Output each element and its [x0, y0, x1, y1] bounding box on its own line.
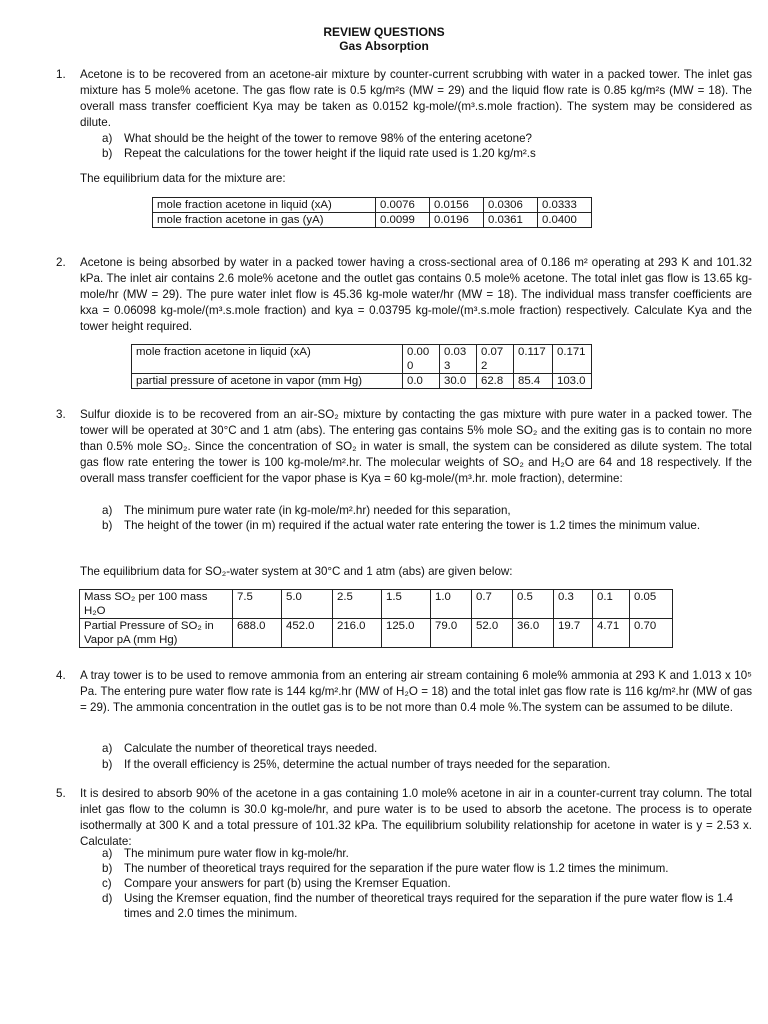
- question-1-part-b: [102, 146, 752, 161]
- table-cell: 0.0099: [376, 213, 430, 228]
- table-cell: 0.171: [553, 345, 592, 374]
- part-label: a): [102, 504, 113, 517]
- question-text: Acetone is to be recovered from an acetone-air mixture by counter-current scrubbing with water in a packed tower. The inlet gas mixture has 5 mole% acetone. The gas flow rate is 0.5 kg/m²s (MW = 29) and the liquid flow rate is 0.85 kg/m²s (MW = 18). The overall mass transfer coefficient Kya may be taken as 0.0152 kg-mole/(m³.s.mole fraction). The system may be considered as dilute.: [80, 68, 752, 129]
- question-4-part-b: [102, 757, 752, 772]
- question-5: [56, 786, 752, 850]
- table-cell: 0.0076: [376, 198, 430, 213]
- part-text: The number of theoretical trays required for the separation if the pure water flow is 1.2 times the minimum.: [124, 862, 669, 875]
- table-cell: 0.00 0: [403, 345, 440, 374]
- table-cell: 1.0: [431, 590, 472, 619]
- table-row: [153, 198, 592, 213]
- table-row: [132, 345, 592, 374]
- question-number: 2.: [56, 256, 66, 269]
- table-cell: mole fraction acetone in gas (yA): [153, 213, 376, 228]
- part-text: Compare your answers for part (b) using the Kremser Equation.: [124, 877, 451, 890]
- table-cell: 1.5: [382, 590, 431, 619]
- table-cell: 85.4: [514, 374, 553, 389]
- table-cell: mole fraction acetone in liquid (xA): [153, 198, 376, 213]
- question-1-equilibrium-table: [152, 197, 592, 228]
- question-text: Sulfur dioxide is to be recovered from an air-SO₂ mixture by contacting the gas mixture with pure water in a packed tower. The tower will be operated at 30°C and 1 atm (abs). The entering gas contains 5% mole SO₂ and the exiting gas is to contain no more than 0.5% mole SO₂. Since the concentration of SO₂ in water is small, the system can be considered as dilute system. The total gas flow rate entering the tower is 100 kg-mole/m².hr. The molecular weights of SO₂ and H₂O are 64 and 18 respectively. If the overall mass transfer coefficient for the vapor phase is Kya = 60 kg-mole/(m³.hr. mole fraction), determine:: [80, 408, 752, 485]
- table-row: [153, 213, 592, 228]
- part-label: d): [102, 892, 113, 905]
- part-text: The minimum pure water rate (in kg-mole/m².hr) needed for this separation,: [124, 504, 511, 517]
- table-cell: 0.05: [630, 590, 673, 619]
- question-number: 1.: [56, 68, 66, 81]
- table-row: [80, 590, 673, 619]
- table-cell: 4.71: [593, 619, 630, 648]
- question-3-table-note: The equilibrium data for SO₂-water system at 30°C and 1 atm (abs) are given below:: [80, 565, 513, 578]
- table-cell: Partial Pressure of SO₂ in Vapor pA (mm Hg): [80, 619, 233, 648]
- question-1-part-a: [102, 131, 752, 146]
- part-label: b): [102, 519, 113, 532]
- table-cell: 7.5: [233, 590, 282, 619]
- question-text: A tray tower is to be used to remove ammonia from an entering air stream containing 6 mole% ammonia at 293 K and 1.013 x 10⁵ Pa. The entering pure water flow rate is 144 kg/m².hr (MW of H₂O = 18) and the total inlet gas flow rate is 116 kg/m².hr (MW of gas = 29). The ammonia concentration in the outlet gas is to be not more than 0.4 mole %.The system can be assumed to be dilute.: [80, 669, 752, 714]
- table-cell: 2.5: [333, 590, 382, 619]
- table-cell: 0.5: [513, 590, 554, 619]
- table-cell: 452.0: [282, 619, 333, 648]
- question-4: [56, 668, 752, 716]
- table-cell: 0.70: [630, 619, 673, 648]
- table-cell: 688.0: [233, 619, 282, 648]
- table-cell: 125.0: [382, 619, 431, 648]
- part-text: Repeat the calculations for the tower height if the liquid rate used is 1.20 kg/m².s: [124, 147, 536, 160]
- table-cell: 5.0: [282, 590, 333, 619]
- table-cell: 0.0333: [538, 198, 592, 213]
- table-cell: 19.7: [554, 619, 593, 648]
- table-row: [132, 374, 592, 389]
- question-3-part-a: [102, 503, 752, 518]
- question-number: 5.: [56, 787, 66, 800]
- table-cell: 0.0: [403, 374, 440, 389]
- table-cell: 36.0: [513, 619, 554, 648]
- table-cell: 0.7: [472, 590, 513, 619]
- table-row: [80, 619, 673, 648]
- part-text: The minimum pure water flow in kg-mole/hr.: [124, 847, 349, 860]
- table-cell: mole fraction acetone in liquid (xA): [132, 345, 403, 374]
- table-cell: 52.0: [472, 619, 513, 648]
- table-cell: 79.0: [431, 619, 472, 648]
- part-text: If the overall efficiency is 25%, determine the actual number of trays needed for the separation.: [124, 758, 611, 771]
- question-text: It is desired to absorb 90% of the acetone in a gas containing 1.0 mole% acetone in air in a counter-current tray column. The total inlet gas flow to the column is 30.0 kg-mole/hr, and pure water is to be used to absorb the acetone. The process is to operate isothermally at 300 K and a total pressure of 101.32 kPa. The equilibrium solubility relationship for acetone in water is y = 2.53 x. Calculate:: [80, 787, 752, 848]
- table-cell: 0.0400: [538, 213, 592, 228]
- part-label: b): [102, 758, 113, 771]
- part-text: The height of the tower (in m) required if the actual water rate entering the tower is 1.2 times the minimum value.: [124, 519, 701, 532]
- table-cell: 0.0156: [430, 198, 484, 213]
- table-cell: 0.0306: [484, 198, 538, 213]
- question-2-equilibrium-table: [131, 344, 592, 389]
- table-cell: 0.0361: [484, 213, 538, 228]
- table-cell: 30.0: [440, 374, 477, 389]
- question-number: 4.: [56, 669, 66, 682]
- question-1-table-note: The equilibrium data for the mixture are:: [80, 172, 286, 185]
- question-5-part-a: [102, 846, 752, 861]
- table-cell: 0.07 2: [477, 345, 514, 374]
- table-cell: 0.1: [593, 590, 630, 619]
- table-cell: 0.03 3: [440, 345, 477, 374]
- part-label: c): [102, 877, 112, 890]
- table-cell: partial pressure of acetone in vapor (mm Hg): [132, 374, 403, 389]
- question-3-part-b: [102, 518, 752, 533]
- document-subtitle: Gas Absorption: [339, 39, 429, 53]
- table-cell: 216.0: [333, 619, 382, 648]
- table-cell: 62.8: [477, 374, 514, 389]
- question-text: Acetone is being absorbed by water in a packed tower having a cross-sectional area of 0.186 m² operating at 293 K and 101.32 kPa. The inlet air contains 2.6 mole% acetone and the outlet gas contains 0.5 mole% acetone. The total inlet gas flow is 13.65 kg-mole/hr (MW = 29). The pure water inlet flow is 45.36 kg-mole water/hr (MW = 18). The individual mass transfer coefficients are kxa = 0.06098 kg-mole/(m³.s.mole fraction) and kya = 0.03795 kg-mole/(m³.s.mole fraction) respectively. Calculate Kya and the tower height required.: [80, 256, 752, 333]
- question-4-part-a: [102, 741, 752, 756]
- part-text: Calculate the number of theoretical trays needed.: [124, 742, 378, 755]
- table-cell: 0.0196: [430, 213, 484, 228]
- question-number: 3.: [56, 408, 66, 421]
- part-label: a): [102, 132, 113, 145]
- part-label: a): [102, 847, 113, 860]
- part-text: What should be the height of the tower to remove 98% of the entering acetone?: [124, 132, 532, 145]
- question-5-part-c: [102, 876, 752, 891]
- part-label: a): [102, 742, 113, 755]
- part-label: b): [102, 862, 113, 875]
- question-5-part-d: [102, 891, 752, 921]
- question-2: [56, 255, 752, 335]
- part-text: Using the Kremser equation, find the number of theoretical trays required for the separation if the pure water flow is 1.4 times and 2.0 times the minimum.: [124, 892, 733, 920]
- table-cell: 0.3: [554, 590, 593, 619]
- table-cell: Mass SO₂ per 100 mass H₂O: [80, 590, 233, 619]
- question-3: [56, 407, 752, 487]
- question-3-equilibrium-table: [79, 589, 673, 648]
- table-cell: 103.0: [553, 374, 592, 389]
- part-label: b): [102, 147, 113, 160]
- question-1: [56, 67, 752, 131]
- document-title: REVIEW QUESTIONS: [323, 25, 445, 39]
- question-5-part-b: [102, 861, 752, 876]
- table-cell: 0.117: [514, 345, 553, 374]
